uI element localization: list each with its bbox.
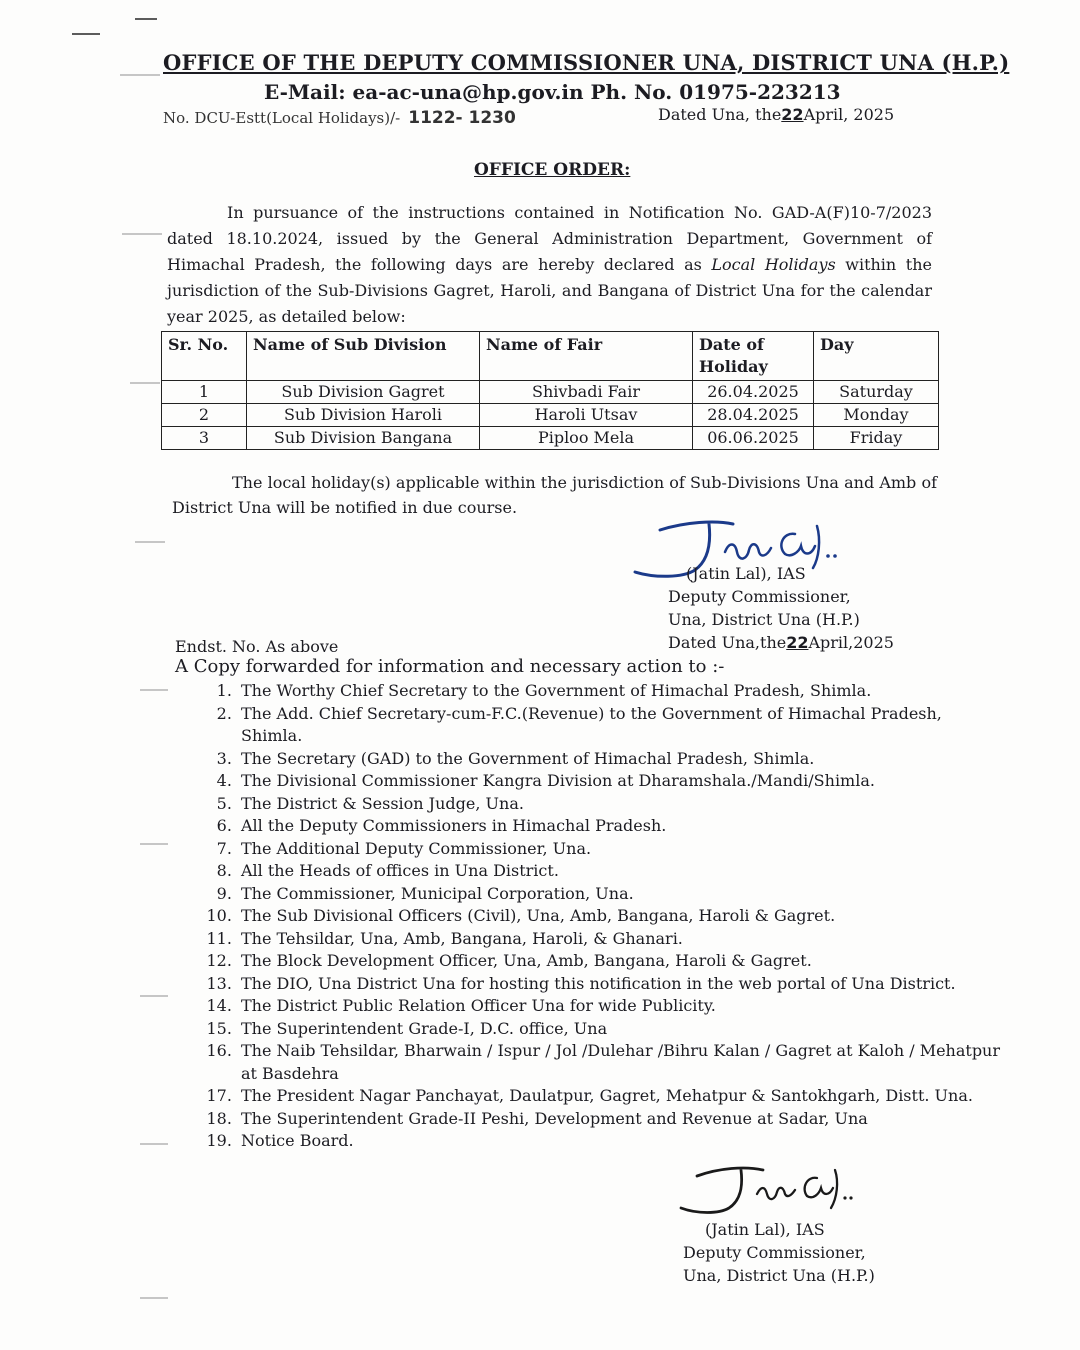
list-item: 7. The Additional Deputy Commissioner, Una. bbox=[237, 838, 1007, 861]
cell-sr: 3 bbox=[162, 427, 247, 450]
list-item: 6. All the Deputy Commissioners in Himachal Pradesh. bbox=[237, 815, 1007, 838]
order-paragraph-start: In pursuance of the instructions contained in Notification No. GAD-A(F)10-7/2023 dated 18.10.2024, issued by the General Administration Department, Government of Himachal Pradesh, the following days are hereby declared as bbox=[167, 203, 932, 274]
cell-date: 28.04.2025 bbox=[693, 404, 814, 427]
list-item: 12. The Block Development Officer, Una, Amb, Bangana, Haroli & Gagret. bbox=[237, 950, 1007, 973]
header-sub-division: Name of Sub Division bbox=[247, 332, 480, 381]
margin-mark bbox=[135, 541, 165, 543]
header-date bbox=[693, 332, 814, 381]
list-item: 19. Notice Board. bbox=[237, 1130, 1007, 1153]
handwritten-ref-range: 1122- 1230 bbox=[408, 108, 516, 128]
cell-fair: Haroli Utsav bbox=[480, 404, 693, 427]
list-item: 3. The Secretary (GAD) to the Government of Himachal Pradesh, Shimla. bbox=[237, 748, 1007, 771]
table-row bbox=[162, 381, 939, 404]
cell-sr: 2 bbox=[162, 404, 247, 427]
table-row bbox=[162, 404, 939, 427]
list-item: 8. All the Heads of offices in Una District. bbox=[237, 860, 1007, 883]
contact-line: E-Mail: ea-ac-una@hp.gov.in Ph. No. 01975-223213 bbox=[264, 80, 841, 104]
list-item: 17. The President Nagar Panchayat, Daulatpur, Gagret, Mehatpur & Santokhgarh, Distt. Una. bbox=[237, 1085, 1007, 1108]
list-item: 1. The Worthy Chief Secretary to the Government of Himachal Pradesh, Shimla. bbox=[237, 680, 1007, 703]
signature-dated-day: 22 bbox=[786, 633, 809, 652]
note-text: The local holiday(s) applicable within the jurisdiction of Sub-Divisions Una and Amb of District Una will be notified in due course. bbox=[172, 473, 937, 517]
endorsement-number: Endst. No. As above bbox=[175, 637, 339, 656]
margin-mark bbox=[135, 18, 157, 20]
order-paragraph-italic: Local Holidays bbox=[711, 255, 836, 274]
cell-date: 26.04.2025 bbox=[693, 381, 814, 404]
list-item: 13. The DIO, Una District Una for hosting this notification in the web portal of Una District. bbox=[237, 973, 1007, 996]
cell-division: Sub Division Gagret bbox=[247, 381, 480, 404]
header-fair: Name of Fair bbox=[480, 332, 693, 381]
copy-recipient-list bbox=[172, 680, 1007, 1153]
list-item: 10. The Sub Divisional Officers (Civil), Una, Amb, Bangana, Haroli & Gagret. bbox=[237, 905, 1007, 928]
dated-suffix: April, 2025 bbox=[803, 105, 895, 124]
signature-dated-suffix: April,2025 bbox=[808, 633, 894, 652]
margin-mark bbox=[130, 382, 160, 384]
reference-number bbox=[163, 108, 516, 128]
reference-label: No. DCU-Estt(Local Holidays)/- bbox=[163, 109, 401, 127]
list-item: 14. The District Public Relation Officer Una for wide Publicity. bbox=[237, 995, 1007, 1018]
margin-mark bbox=[140, 1297, 168, 1299]
list-item: 9. The Commissioner, Municipal Corporation, Una. bbox=[237, 883, 1007, 906]
signatory-name: (Jatin Lal), IAS bbox=[686, 564, 806, 583]
table-row bbox=[162, 427, 939, 450]
header-day: Day bbox=[814, 332, 939, 381]
order-paragraph-end: within the jurisdiction of the Sub-Divisions Gagret, Haroli, and Bangana of District Una for the calendar year 2025, as detailed below: bbox=[167, 255, 932, 326]
signature-block-1 bbox=[668, 562, 894, 654]
list-item: 2. The Add. Chief Secretary-cum-F.C.(Revenue) to the Government of Himachal Pradesh, Shimla. bbox=[237, 703, 1007, 748]
header-sr-no: Sr. No. bbox=[162, 332, 247, 381]
header-date-line2: Holiday bbox=[699, 357, 768, 376]
margin-mark bbox=[140, 1143, 168, 1145]
list-item: 5. The District & Session Judge, Una. bbox=[237, 793, 1007, 816]
list-item: 16. The Naib Tehsildar, Bharwain / Ispur / Jol /Dulehar /Bihru Kalan / Gagret at Kaloh / Mehatpur at Basdehra bbox=[237, 1040, 1007, 1085]
signature-dated-prefix: Dated Una,the bbox=[668, 633, 787, 652]
dated-prefix: Dated Una, the bbox=[658, 105, 782, 124]
cell-division: Sub Division Bangana bbox=[247, 427, 480, 450]
office-order-heading: OFFICE ORDER: bbox=[474, 160, 631, 180]
list-item: 11. The Tehsildar, Una, Amb, Bangana, Haroli, & Ghanari. bbox=[237, 928, 1007, 951]
cell-fair: Shivbadi Fair bbox=[480, 381, 693, 404]
signatory-name: (Jatin Lal), IAS bbox=[705, 1220, 825, 1239]
margin-mark bbox=[120, 74, 160, 76]
holiday-table bbox=[161, 331, 939, 450]
order-paragraph bbox=[167, 200, 932, 330]
cell-date: 06.06.2025 bbox=[693, 427, 814, 450]
cell-division: Sub Division Haroli bbox=[247, 404, 480, 427]
cell-day: Monday bbox=[814, 404, 939, 427]
table-header-row bbox=[162, 332, 939, 381]
list-item: 18. The Superintendent Grade-II Peshi, Development and Revenue at Sadar, Una bbox=[237, 1108, 1007, 1131]
cell-day: Saturday bbox=[814, 381, 939, 404]
margin-mark bbox=[140, 995, 168, 997]
signatory-location: Una, District Una (H.P.) bbox=[668, 610, 860, 629]
signatory-location: Una, District Una (H.P.) bbox=[683, 1266, 875, 1285]
signatory-designation: Deputy Commissioner, bbox=[683, 1243, 866, 1262]
margin-mark bbox=[140, 843, 168, 845]
list-item: 15. The Superintendent Grade-I, D.C. office, Una bbox=[237, 1018, 1007, 1041]
cell-day: Friday bbox=[814, 427, 939, 450]
header-date-line1: Date of bbox=[699, 335, 764, 354]
margin-mark bbox=[72, 33, 100, 35]
cell-fair: Piploo Mela bbox=[480, 427, 693, 450]
signature-image bbox=[675, 1160, 865, 1220]
signature-dated bbox=[668, 631, 894, 654]
list-item: 4. The Divisional Commissioner Kangra Division at Dharamshala./Mandi/Shimla. bbox=[237, 770, 1007, 793]
signature-block-2 bbox=[683, 1218, 875, 1287]
dated-line bbox=[658, 105, 894, 124]
margin-mark bbox=[122, 233, 162, 235]
margin-mark bbox=[140, 689, 168, 691]
copy-forwarded-line: A Copy forwarded for information and necessary action to :- bbox=[175, 656, 725, 677]
signatory-designation: Deputy Commissioner, bbox=[668, 587, 851, 606]
dated-day: 22 bbox=[781, 105, 804, 124]
office-title: OFFICE OF THE DEPUTY COMMISSIONER UNA, DISTRICT UNA (H.P.) bbox=[163, 50, 1010, 75]
cell-sr: 1 bbox=[162, 381, 247, 404]
